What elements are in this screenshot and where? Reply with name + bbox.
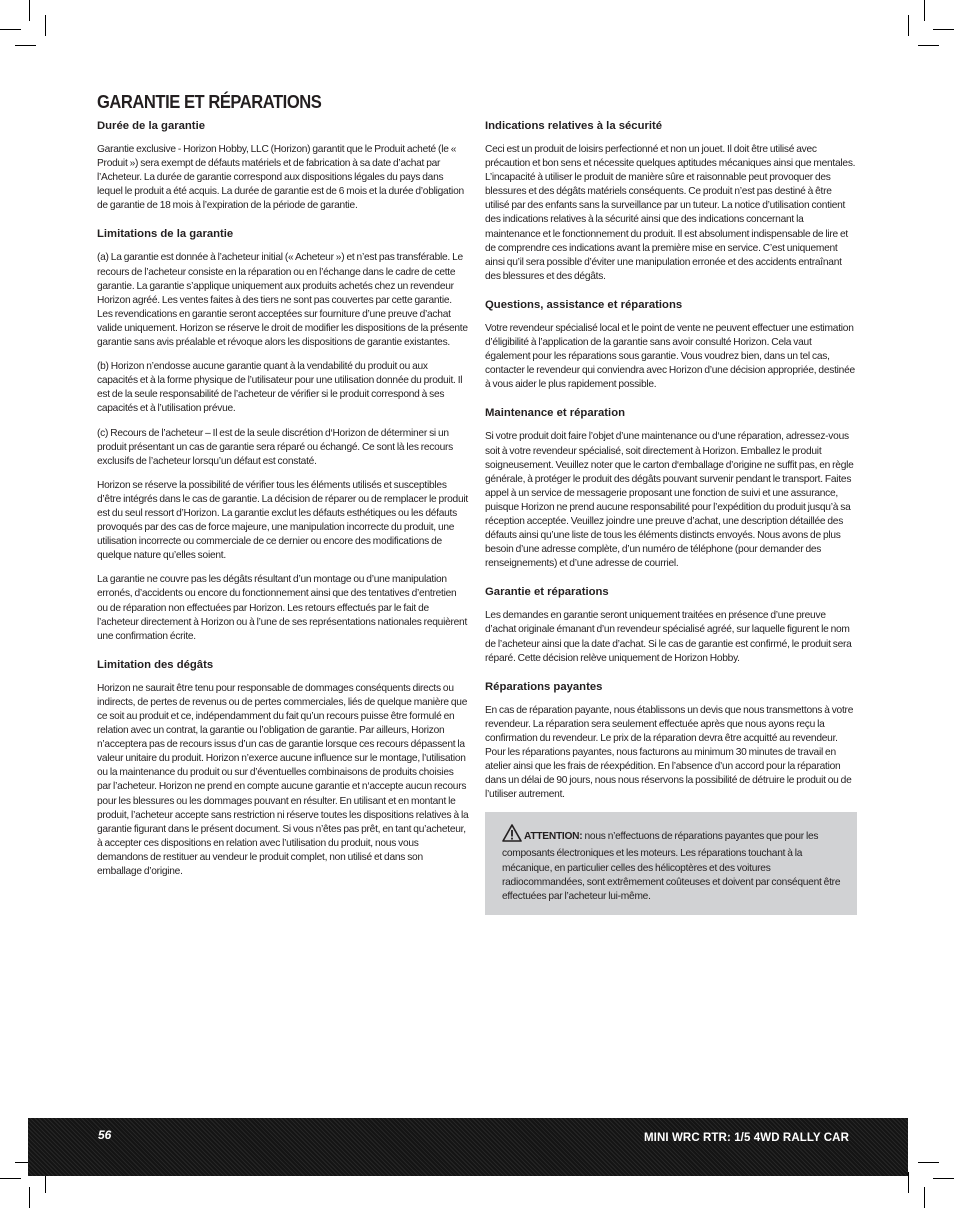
section-heading-payantes: Réparations payantes (485, 680, 603, 693)
crop-mark (924, 0, 925, 21)
paragraph-payantes: En cas de réparation payante, nous établissons un devis que nous transmettons à votre revendeur. La réparation sera seulement effectuée après que nous ayons reçu la confirmation du revendeur. Le prix de la réparation devra être acquitté au revendeur. Pour les réparations payantes, nous facturons au minimum 30 minutes de travail en atelier ainsi que les frais de réexpédition. En l’absence d’un accord pour la réparation dans un délai de 90 jours, nous nous réservons la possibilité de détruire le produit ou de l’utiliser autrement. (485, 704, 854, 801)
crop-mark (29, 0, 30, 21)
crop-mark (0, 1178, 21, 1179)
crop-mark (933, 29, 954, 30)
paragraph-maintenance: Si votre produit doit faire l’objet d’une maintenance ou d‘une réparation, adressez-vous soit à votre revendeur spécialisé, soit directement à Horizon. Emballez le produit soigneusement. Veuillez noter que le carton d‘emballage d’origine ne suffit pas, en règle générale, à protéger le produit des dégâts pouvant survenir pendant le transport. Faites appel à un service de messagerie proposant une fonction de suivi et une assurance, puisque Horizon ne prend aucune responsabilité pour l’expédition du produit jusqu’à sa réception acceptée. Veuillez joindre une preuve d’achat, une description détaillée des défauts ainsi qu’une liste de tous les éléments distincts envoyés. Nous avons de plus besoin d’une adresse complète, d’un numéro de téléphone (pour demander des renseignements) et d’une adresse de courriel. (485, 431, 854, 570)
section-heading-securite: Indications relatives à la sécurité (485, 120, 663, 132)
attention-text: nous n’effectuons de réparations payantes que pour les composants électroniques et les moteurs. Les réparations touchant à la mécanique, en particulier celles des hélicoptères et des voitures radiocommandées, sont extrêmement coûteuses et doivent par conséquent être effectuées par l’acheteur lui-même. (502, 831, 841, 902)
section-heading-questions: Questions, assistance et réparations (485, 298, 683, 311)
crop-mark (924, 1187, 925, 1208)
crop-mark (0, 29, 21, 30)
crop-mark (908, 15, 909, 36)
attention-paragraph (502, 824, 841, 903)
page-title: GARANTIE ET RÉPARATIONS (97, 92, 322, 112)
paragraph-limitations-c: (c) Recours de l’acheteur – Il est de la seule discrétion d‘Horizon de déterminer si un produit présentant un cas de garantie sera réparé ou échangé. Ce sont là les recours exclusifs de l’acheteur lorsqu’un défaut est constaté. (97, 427, 453, 467)
paragraph-duree: Garantie exclusive - Horizon Hobby, LLC (Horizon) garantit que le Produit acheté (le « Produit ») sera exempt de défauts matériels et de fabrication à sa date d’achat par l’Acheteur. La durée de garantie correspond aux dispositions légales du pays dans lequel le produit a été acquis. La durée de garantie est de 6 mois et la durée d’obligation de garantie de 18 mois à l’expiration de la période de garantie. (97, 144, 464, 212)
attention-label: ATTENTION: (524, 831, 583, 843)
crop-mark (45, 15, 46, 36)
paragraph-garantie: Les demandes en garantie seront uniquement traitées en présence d’une preuve d’achat originale émanant d’un revendeur spécialisé agréé, sur laquelle figurent le nom de l’acheteur ainsi que la date d’achat. Si le cas de garantie est confirmé, le produit sera réparé. Cette décision relève uniquement de Horizon Hobby. (485, 610, 852, 664)
crop-mark (918, 45, 939, 46)
paragraph-limitations-verification: Horizon se réserve la possibilité de vérifier tous les éléments utilisés et susceptibles d’être intégrés dans le cas de garantie. La décision de réparer ou de remplacer le produit est du seul ressort d’Horizon. La garantie exclut les défauts esthétiques ou les défauts provoqués par des cas de force majeure, une manipulation incorrecte du produit, une utilisation incorrecte ou commerciale de ce dernier ou encore des modifications de quelque nature qu’elles soient. (97, 479, 468, 562)
section-heading-degats: Limitation des dégâts (97, 658, 214, 671)
page-number: 56 (98, 1128, 112, 1142)
section-heading-garantie: Garantie et réparations (485, 586, 609, 599)
section-heading-duree: Durée de la garantie (97, 120, 205, 132)
section-heading-limitations: Limitations de la garantie (97, 228, 234, 241)
paragraph-securite: Ceci est un produit de loisirs perfectionné et non un jouet. Il doit être utilisé avec précaution et bon sens et nécessite quelques aptitudes mécaniques ainsi que mentales. L’incapacité à utiliser le produit de manière sûre et raisonnable peut provoquer des blessures et des dégâts matériels conséquents. Ce produit n’est pas destiné à être utilisé par des enfants sans la surveillance par un tuteur. La notice d’utilisation contient des indications relatives à la sécurité ainsi que des indications concernant la maintenance et le fonctionnement du produit. Il est absolument indispensable de lire et de comprendre ces indications avant la première mise en service. C’est uniquement ainsi qu’il sera possible d’éviter une manipulation erronée et des accidents entraînant des blessures et des dégâts. (485, 144, 856, 282)
attention-box (485, 812, 857, 914)
paragraph-limitations-exclusions: La garantie ne couvre pas les dégâts résultant d’un montage ou d’une manipulation erronés, d’accidents ou encore du fonctionnement ainsi que des tentatives d’entretien ou de réparation non effectuées par Horizon. Les retours effectués par le fait de l’acheteur directement à Horizon ou à l’une de ses représentations nationales requièrent une confirmation écrite. (97, 574, 468, 642)
footer-bar (28, 1118, 908, 1176)
product-name: MINI WRC RTR: 1/5 4WD RALLY CAR (644, 1132, 849, 1144)
crop-mark (933, 1178, 954, 1179)
crop-mark (15, 45, 36, 46)
right-column (485, 119, 857, 915)
paragraph-limitations-b: (b) Horizon n’endosse aucune garantie quant à la vendabilité du produit ou aux capacités et à la forme physique de l’utilisateur pour une utilisation donnée du produit. Il est de la seule responsabilité de l’acheteur de vérifier si le produit correspond à ses capacités et à l’utilisation prévue. (97, 361, 463, 415)
paragraph-questions: Votre revendeur spécialisé local et le point de vente ne peuvent effectuer une estimation d’éligibilité à l’application de la garantie sans avoir consulté Horizon. Cela vaut également pour les réparations sous garantie. Vous voudrez bien, dans un tel cas, contacter le revendeur qui conviendra avec Horizon d’une décision appropriée, destinée à vous aider le plus rapidement possible. (485, 322, 855, 391)
crop-mark (908, 1172, 909, 1193)
paragraph-degats: Horizon ne saurait être tenu pour responsable de dommages conséquents directs ou indirects, de pertes de revenus ou de pertes commerciales, liés de quelque manière que ce soit au produit et ce, indépendamment du fait qu’un recours puisse être formulé en relation avec un contrat, la garantie ou l’obligation de garantie. Par ailleurs, Horizon n’acceptera pas de recours issus d’un cas de garantie lorsque ces recours dépassent la valeur unitaire du produit. Horizon n’exerce aucune influence sur le montage, l’utilisation ou la maintenance du produit ou sur d’éventuelles combinaisons de produits choisies par l’acheteur. Horizon ne prend en compte aucune garantie et n‘accepte aucun recours pour les blessures ou les dommages pouvant en résulter. En utilisant et en montant le produit, l’acheteur accepte sans restriction ni réserve toutes les dispositions relatives à la garantie figurant dans le présent document. Si vous n’êtes pas prêt, en tant qu’acheteur, à accepter ces dispositions en relation avec l’utilisation du produit, nous vous demandons de restituer au vendeur le produit complet, non utilisé et dans son emballage d’origine. (97, 682, 469, 878)
section-heading-maintenance: Maintenance et réparation (485, 407, 625, 420)
crop-mark (29, 1187, 30, 1208)
warning-icon (502, 824, 522, 847)
crop-mark (918, 1162, 939, 1163)
paragraph-limitations-a: (a) La garantie est donnée à l’acheteur initial (« Acheteur ») et n’est pas transférable. Le recours de l’acheteur consiste en la réparation ou en l’échange dans le cadre de cette garantie. La garantie s’applique uniquement aux produits achetés chez un revendeur Horizon agréé. Les ventes faites à des tiers ne sont pas couvertes par cette garantie. Les revendications en garantie seront acceptées sur fourniture d’une preuve d’achat valide uniquement. Horizon se réserve le droit de modifier les dispositions de la présente garantie sans avis préalable et révoque alors les dispositions de garantie existantes. (97, 252, 468, 349)
left-column (97, 119, 469, 889)
